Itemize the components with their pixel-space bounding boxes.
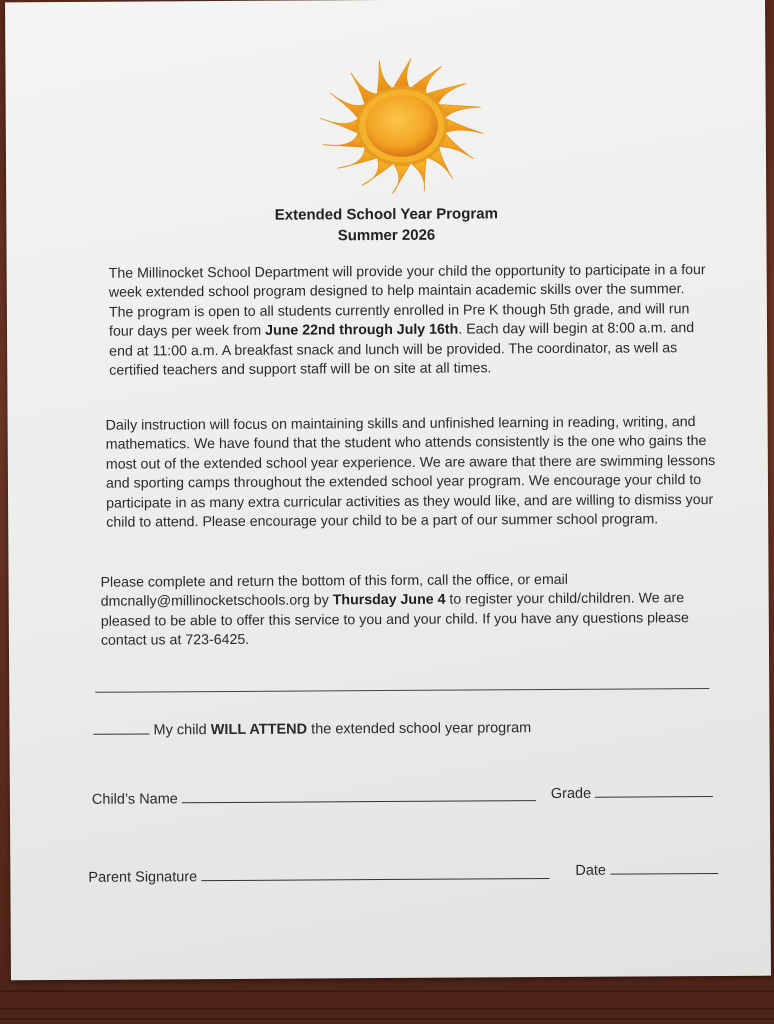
paragraph-intro [109,261,710,381]
sun-ray [441,135,473,159]
attend-checkmark-blank[interactable] [93,719,149,734]
date-row [575,859,718,879]
child-name-row [92,786,536,808]
paragraph-instruction: Daily instruction will focus on maintaining skills and unfinished learning in reading, writing, and mathematics. We have found that the student who attends consistently is the one who gains the most out of the extended school year experience. We are aware that there are swimming lessons and sporting camps throughout the extended school year program. We encourage your child to participate in as many extra curricular activities as they would like, and are willing to dismiss your child to attend. Please encourage your child to be a part of our summer school program. [105,414,716,531]
sun-ray [392,165,409,193]
sun-ray [441,104,481,116]
page-subtitle: Summer 2026 [337,226,436,245]
title-block [6,202,766,249]
sun-ray [447,119,483,134]
flyer-page [5,0,771,980]
parent-signature-label: Parent Signature [88,869,198,886]
registration-text: Please complete and return the bottom of this form, call the office, or email dmcnally@millinocketschools.org by [100,571,568,611]
sun-ray [394,58,411,86]
cut-line [95,688,709,693]
page-title: Extended School Year Program [274,205,498,224]
child-name-label: Child’s Name [91,791,178,808]
sun-ray [362,160,392,185]
date-field[interactable] [610,859,718,875]
attend-label-end: the extended school year program [307,720,532,738]
sun-ray [377,60,391,92]
sun-ray [412,66,442,91]
sun-ray [413,160,427,192]
grade-label: Grade [550,785,592,803]
attend-label: My child [153,722,211,739]
attend-emphasis: WILL ATTEND [210,721,308,739]
parent-signature-row [88,864,549,886]
attend-row [93,717,531,739]
registration-text-end: to register your child/children. We are pleased to be able to offer this service to you and your child. If you have any questions please contact us at 723-6425. [100,590,689,649]
paragraph-registration [101,570,721,651]
child-name-field[interactable] [182,786,536,803]
sun-ray [320,118,356,133]
parent-signature-field[interactable] [201,864,549,881]
grade-field[interactable] [595,782,713,798]
sun-icon [311,55,492,196]
intro-text: The Millinocket School Department will provide your child the opportunity to participate in a four week extended school program designed to help maintain academic skills over the summer. The program is open to all students currently enrolled in Pre K though 5th grade, and will run four days per week from [108,262,706,340]
intro-text-end: . Each day will begin at 8:00 a.m. and end at 11:00 a.m. A breakfast snack and lunch will be provided. The coordinator, as well as certified teachers and support staff will be on site at all times. [109,320,695,379]
registration-deadline: Thursday June 4 [332,592,446,609]
grade-row [551,782,713,802]
program-dates: June 22nd through July 16th [265,321,459,339]
sun-ray [323,135,363,147]
sun-ray [330,93,362,117]
date-label: Date [575,862,607,879]
